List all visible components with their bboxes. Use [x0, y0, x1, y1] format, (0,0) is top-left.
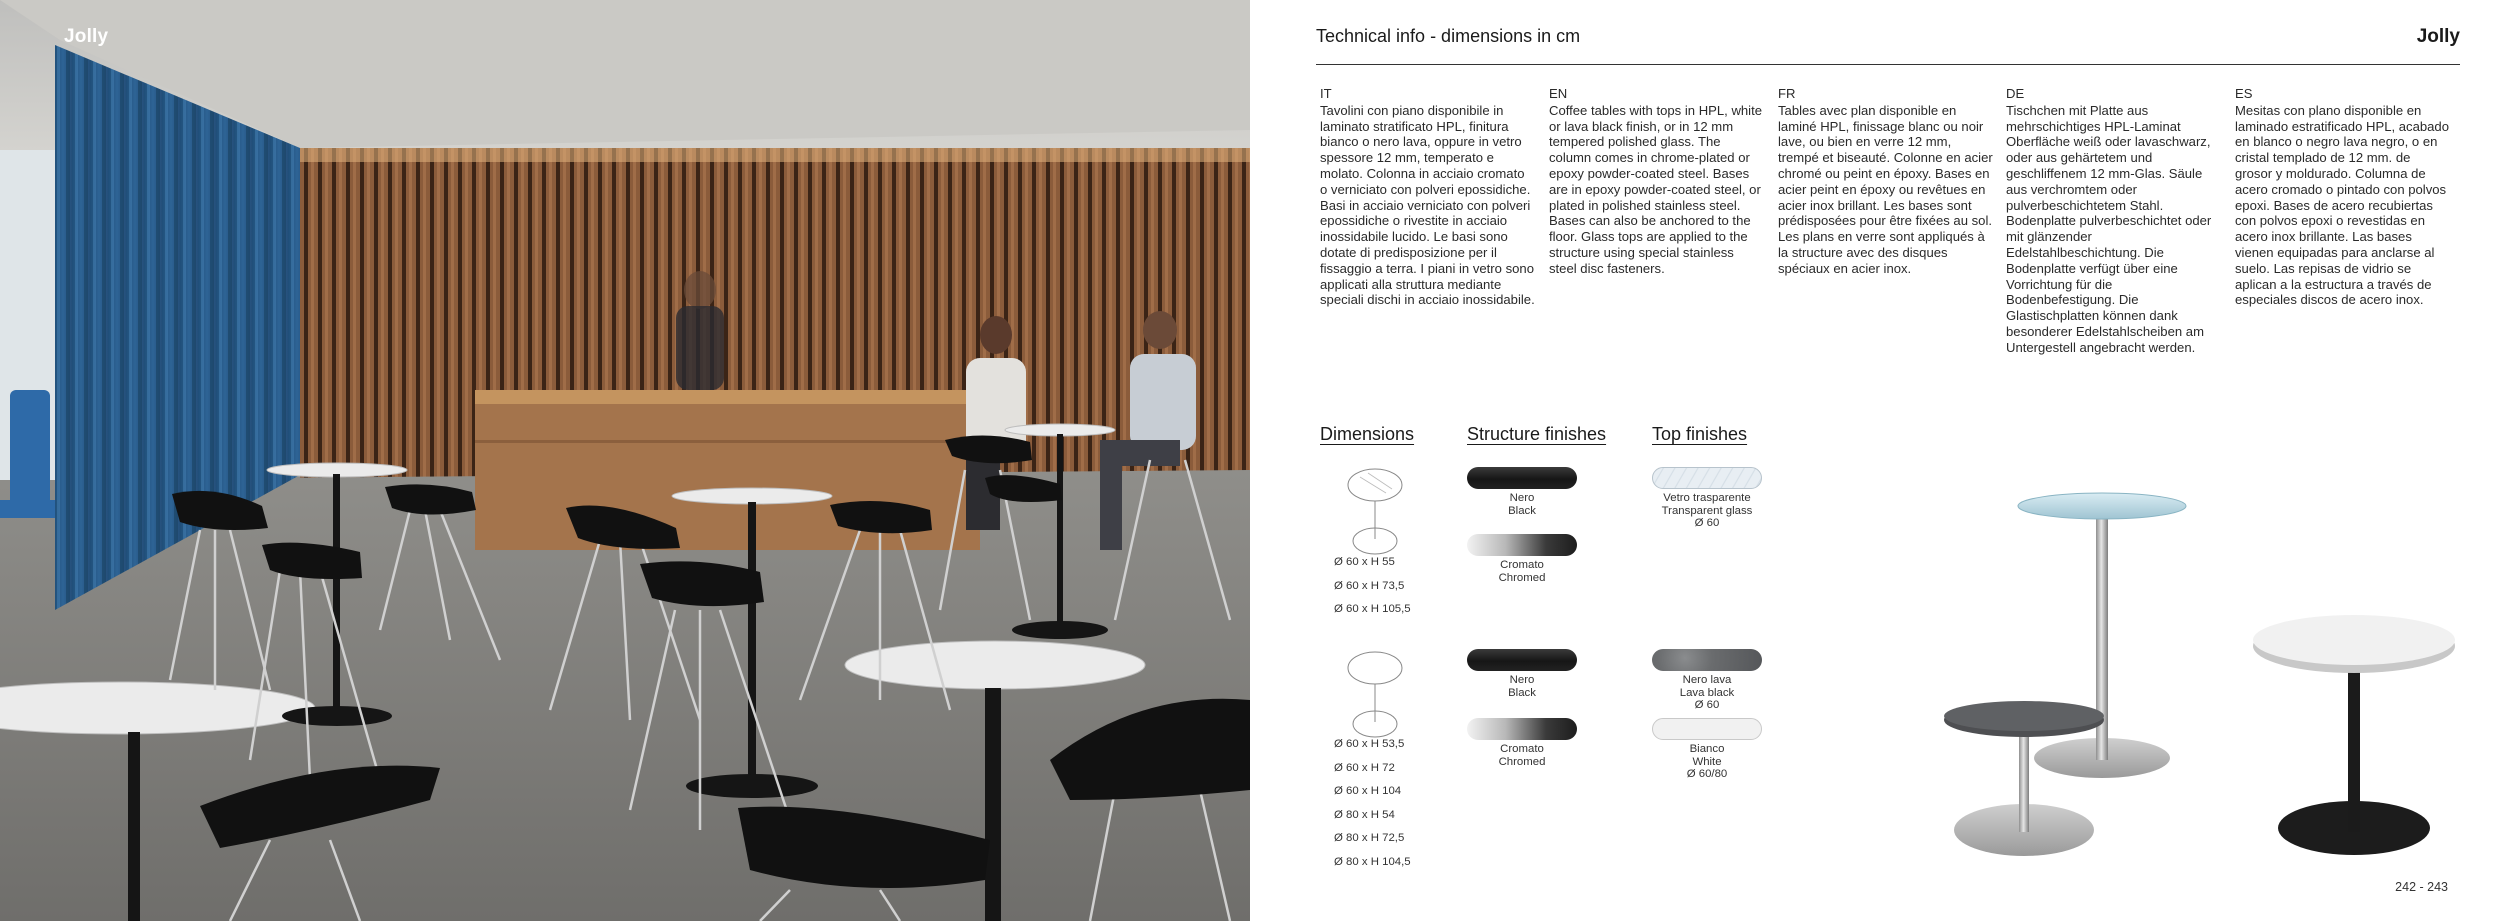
top-finishes-heading: Top finishes — [1652, 424, 1748, 444]
lang-description: Tavolini con piano disponibile in laminato stratificato HPL, finitura bianco o nero lava, oppure in vetro spessore 12 mm, temperato e molato. Colonna in acciaio cromato o verniciato con polveri epossidiche. Basi in acciaio verniciato con polveri epossidiche o rivestite in acciaio inossidabile lucido. Le basi sono dotate di predisposizione per il fissaggio a terra. I piani in vetro sono applicati alla struttura mediante speciali dischi in acciaio inossidabile. — [1320, 102, 1535, 308]
swatch-label-transparent-glass: Vetro trasparente Transparent glass Ø 60 — [1661, 492, 1753, 529]
glass-dimensions-list — [1334, 556, 1411, 627]
dimension-item: Ø 80 x H 54 — [1334, 808, 1395, 821]
structure-finishes-heading: Structure finishes — [1467, 424, 1607, 444]
lang-code: ES — [2235, 86, 2253, 101]
dimension-item: Ø 60 x H 105,5 — [1334, 603, 1411, 615]
lang-code: EN — [1549, 86, 1568, 101]
spec-page — [1250, 0, 2500, 921]
swatch-label-lava-black: Nero lava Lava black Ø 60 — [1679, 674, 1735, 711]
dimension-item: Ø 60 x H 73,5 — [1334, 579, 1405, 592]
lang-column-es — [2235, 86, 2450, 308]
swatch-label-chromed: Cromato Chromed — [1498, 559, 1546, 584]
lang-code: IT — [1320, 86, 1332, 101]
swatch-transparent-glass — [1652, 467, 1762, 489]
page-number: 242 - 243 — [2395, 880, 2448, 894]
swatch-chromed — [1467, 718, 1577, 740]
lang-column-fr — [1778, 86, 1993, 277]
lang-description: Tischchen mit Platte aus mehrschichtiges HPL-Laminat Oberfläche weiß oder lavaschwarz, oder aus gehärtetem und geschliffenem 12 mm-Glas. Säule aus verchromtem oder pulverbeschichtetem Stahl. Bodenplatte pulverbeschichtet oder mit glänzender Edelstahlbeschichtung. Die Bodenplatte verfügt über eine Vorrichtung für die Bodenbefestigung. Die Glastischplatten können dank besonderer Edelstahlscheiben am Untergestell angebracht werden. — [2006, 102, 2212, 355]
lang-code: FR — [1778, 86, 1796, 101]
swatch-chromed — [1467, 534, 1577, 556]
dimension-item: Ø 80 x H 72,5 — [1334, 832, 1405, 844]
lang-column-en — [1549, 86, 1764, 277]
dimension-item: Ø 60 x H 55 — [1334, 556, 1395, 568]
lang-description: Coffee tables with tops in HPL, white or lava black finish, or in 12 mm tempered polished glass. The column comes in chrome-plated or epoxy powder-coated steel. Bases are in epoxy powder-coated steel, or plated in polished stainless steel. Bases can also be anchored to the floor. Glass tops are applied to the structure using special stainless steel disc fasteners. — [1549, 102, 1763, 276]
swatch-label-chromed: Cromato Chromed — [1498, 743, 1546, 768]
header-divider — [1316, 64, 2460, 65]
swatch-label-black: Nero Black — [1508, 492, 1536, 517]
lang-code: DE — [2006, 86, 2025, 101]
glass-table-drawing — [1340, 465, 1410, 557]
hpl-dimensions-list — [1334, 738, 1411, 879]
swatch-label-black: Nero Black — [1508, 674, 1536, 699]
lang-description: Mesitas con plano disponible en laminado estratificado HPL, acabado en blanco o negro lava negro, o en cristal templado de 12 mm. de grosor y moldurado. Columna de acero cromado o pintado con polvos epoxi. Bases de acero recubiertas con polvos epoxi o revestidas en acero inox brillante. Las bases vienen equipadas para anclarse al suelo. Las repisas de vidrio se aplican a la estructura a través de especiales discos de acero inox. — [2235, 102, 2449, 308]
swatch-white — [1652, 718, 1762, 740]
dimensions-heading: Dimensions — [1320, 424, 1415, 444]
brand-name: Jolly — [2416, 26, 2460, 47]
white-table-render — [2253, 615, 2455, 855]
swatch-lava-black — [1652, 649, 1762, 671]
dimension-item: Ø 80 x H 104,5 — [1334, 855, 1411, 868]
product-render-group — [1940, 470, 2460, 870]
swatch-label-white: Bianco White Ø 60/80 — [1686, 743, 1728, 780]
lava-table-render — [1944, 701, 2104, 856]
lang-description: Tables avec plan disponible en laminé HPL, finissage blanc ou noir lave, ou bien en verre 12 mm, trempé et biseauté. Colonne en acier chromé ou peint en époxy. Bases en acier peint en époxy ou revêtues en acier inox brillant. Les bases sont prédisposées pour être fixées au sol. Les plans en verre sont appliqués à la structure avec des disques spéciaux en acier inox. — [1778, 102, 1993, 276]
brand-title: Jolly — [64, 26, 109, 47]
page-title: Technical info - dimensions in cm — [1316, 26, 1581, 46]
dimension-item: Ø 60 x H 53,5 — [1334, 738, 1405, 750]
dimension-item: Ø 60 x H 104 — [1334, 785, 1402, 797]
dimension-item: Ø 60 x H 72 — [1334, 761, 1395, 774]
hpl-table-drawing — [1340, 648, 1410, 740]
swatch-black — [1467, 649, 1577, 671]
lang-column-de — [2006, 86, 2221, 356]
swatch-black — [1467, 467, 1577, 489]
lang-column-it — [1320, 86, 1535, 308]
